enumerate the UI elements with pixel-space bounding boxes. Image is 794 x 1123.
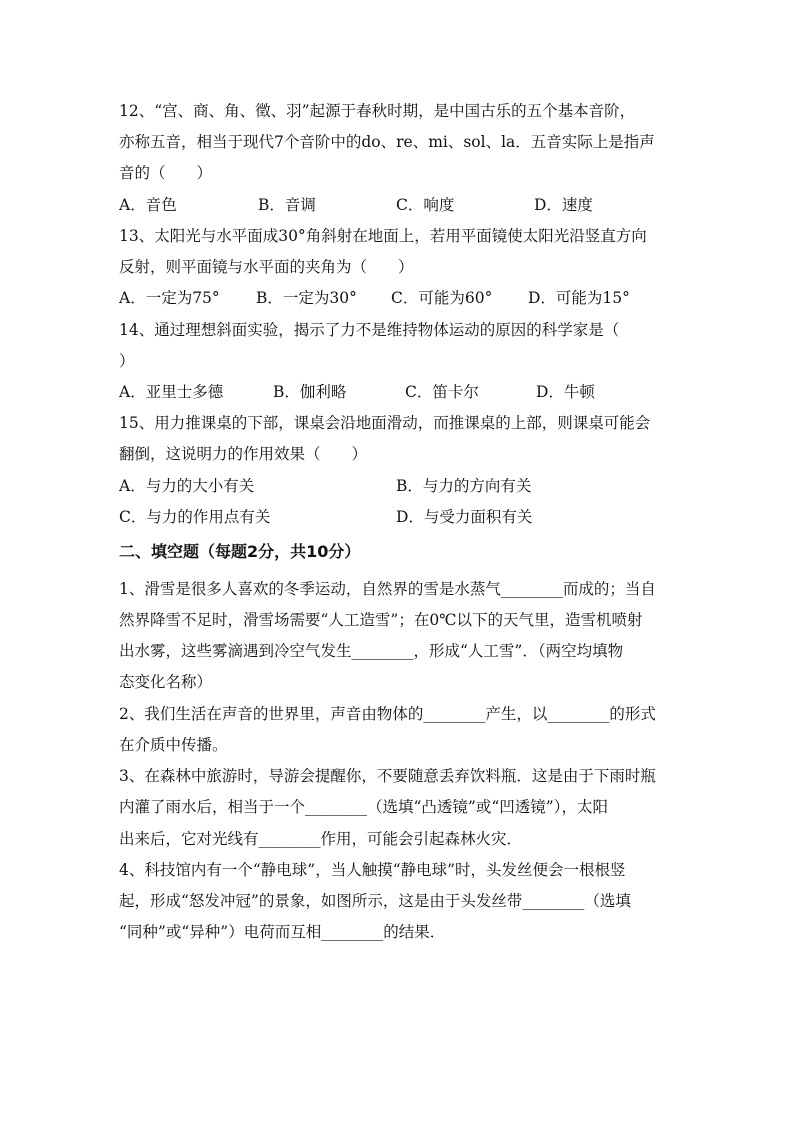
question-15-option-d: D．与受力面积有关 [396, 508, 533, 526]
question-13-option-d: D．可能为15° [528, 289, 630, 307]
question-15-option-b: B．与力的方向有关 [396, 477, 532, 495]
fill-question-3-line-1: 3、在森林中旅游时，导游会提醒你，不要随意丢弃饮料瓶．这是由于下雨时瓶 [119, 767, 656, 785]
question-15-option-c: C．与力的作用点有关 [119, 508, 271, 526]
question-14-option-a: A．亚里士多德 [119, 383, 224, 401]
fill-question-4-line-1: 4、科技馆内有一个“静电球”，当人触摸“静电球”时，头发丝便会一根根竖 [119, 861, 626, 879]
section-2-title: 二、填空题（每题2分，共10分） [119, 542, 361, 561]
fill-question-1-line-3: 出水雾，这些雾滴遇到冷空气发生________，形成“人工雪”．（两空均填物 [119, 642, 624, 660]
question-12-option-b: B．音调 [258, 196, 316, 214]
fill-question-3-line-2: 内灌了雨水后，相当于一个________（选填“凸透镜”或“凹透镜”），太阳 [119, 798, 608, 816]
question-14-option-c: C．笛卡尔 [405, 383, 479, 401]
fill-question-1-line-4: 态变化名称） [119, 673, 213, 691]
question-12-option-c: C．响度 [396, 196, 455, 214]
question-13-option-b: B．一定为30° [256, 289, 357, 307]
question-12-line-1: 12、“宫、商、角、徵、羽”起源于春秋时期，是中国古乐的五个基本音阶， [119, 102, 636, 120]
fill-question-2-line-1: 2、我们生活在声音的世界里，声音由物体的________产生，以________的形式 [119, 705, 656, 723]
question-12-line-3: 音的（ ） [119, 164, 213, 182]
fill-question-1-line-1: 1、滑雪是很多人喜欢的冬季运动，自然界的雪是水蒸气________而成的；当自 [119, 580, 656, 598]
question-14-option-d: D．牛顿 [536, 383, 595, 401]
question-15-line-2: 翻倒，这说明力的作用效果（ ） [119, 445, 368, 463]
question-14-line-1: 14、通过理想斜面实验，揭示了力不是维持物体运动的原因的科学家是（ [119, 321, 620, 339]
question-14-line-2: ） [119, 352, 135, 370]
question-13-option-a: A．一定为75° [119, 289, 220, 307]
fill-question-4-line-2: 起，形成“怒发冲冠”的景象，如图所示，这是由于头发丝带________（选填 [119, 892, 631, 910]
question-13-option-c: C．可能为60° [391, 289, 493, 307]
question-15-option-a: A．与力的大小有关 [119, 477, 255, 495]
question-12-option-d: D．速度 [534, 196, 593, 214]
question-12-line-2: 亦称五音，相当于现代7个音阶中的do、re、mi、sol、la．五音实际上是指声 [119, 133, 655, 151]
question-13-line-2: 反射，则平面镜与水平面的夹角为（ ） [119, 258, 414, 276]
question-12-option-a: A．音色 [119, 196, 177, 214]
fill-question-4-line-3: “同种”或“异种”）电荷而互相________的结果． [119, 923, 446, 941]
question-14-option-b: B．伽利略 [273, 383, 347, 401]
fill-question-1-line-2: 然界降雪不足时，滑雪场需要“人工造雪”；在0℃以下的天气里，造雪机喷射 [119, 611, 643, 629]
question-15-line-1: 15、用力推课桌的下部，课桌会沿地面滑动，而推课桌的上部，则课桌可能会 [119, 414, 651, 432]
question-13-line-1: 13、太阳光与水平面成30°角斜射在地面上，若用平面镜使太阳光沿竖直方向 [119, 227, 647, 245]
fill-question-3-line-3: 出来后，它对光线有________作用，可能会引起森林火灾． [119, 830, 523, 848]
fill-question-2-line-2: 在介质中传播。 [119, 736, 228, 754]
